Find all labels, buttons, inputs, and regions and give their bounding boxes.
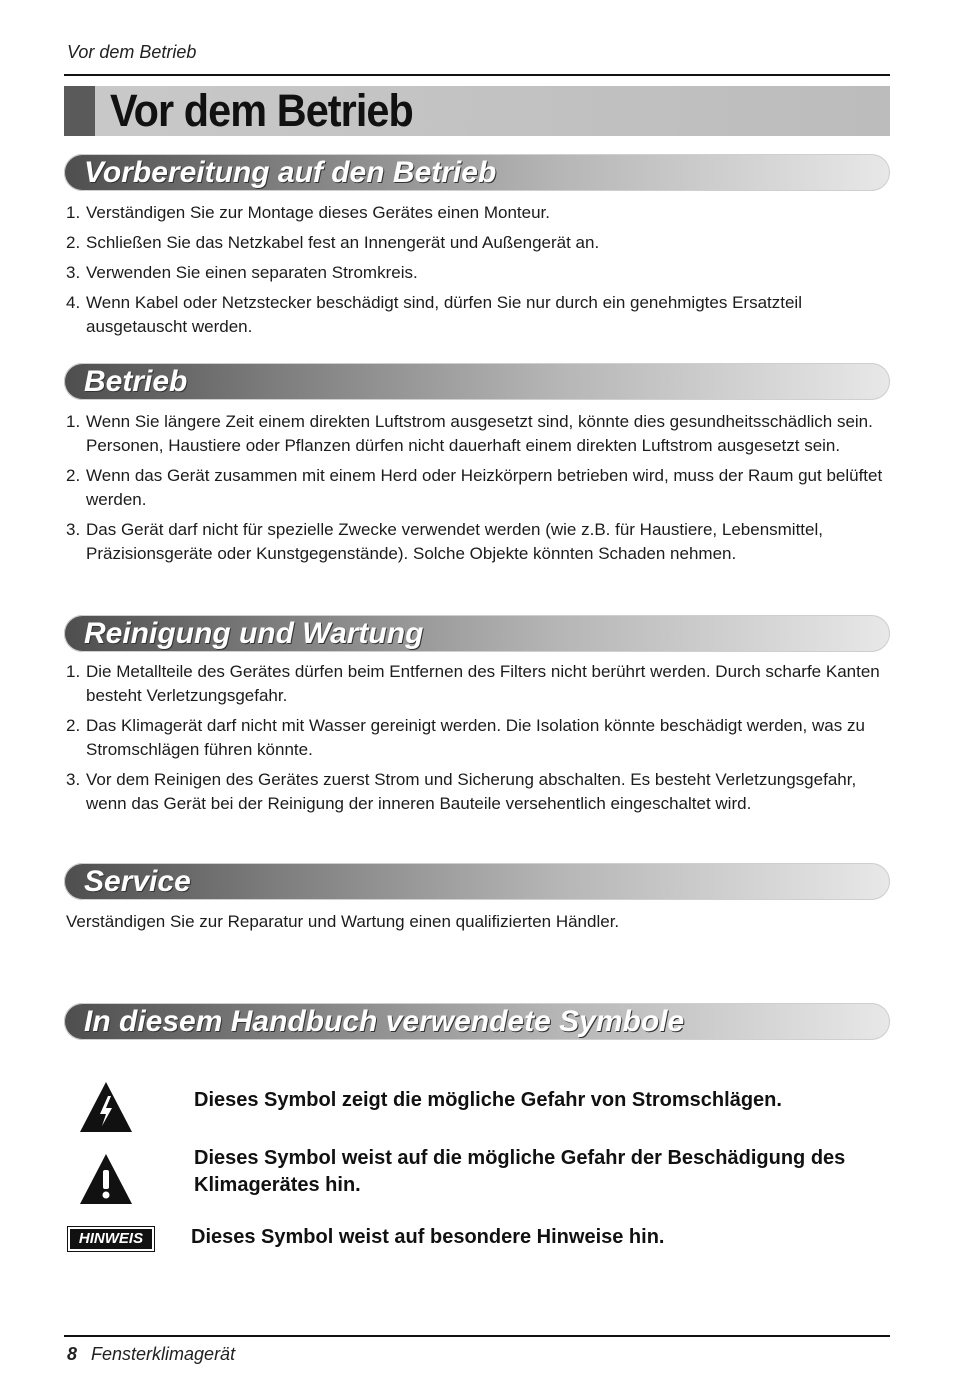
footer [67, 1344, 235, 1365]
list-item [66, 231, 890, 255]
list-item [66, 660, 890, 708]
list-reinigung [66, 660, 890, 822]
list-item-number: 4. [66, 293, 81, 312]
list-item-number: 2. [66, 233, 81, 252]
hinweis-text: Dieses Symbol weist auf besondere Hinweise hin. [191, 1226, 665, 1248]
section-heading-reinigung [64, 615, 890, 652]
list-item-number: 1. [66, 662, 81, 681]
list-item [66, 714, 890, 762]
list-vorbereitung [66, 201, 890, 345]
title-bar-accent [64, 86, 95, 136]
list-item-text: Wenn das Gerät zusammen mit einem Herd oder Heizkörpern betrieben wird, muss der Raum gut belüftet werden. [86, 466, 883, 509]
page-number: 8 [67, 1344, 78, 1364]
section-heading-label: Betrieb [84, 365, 188, 398]
list-item-number: 3. [66, 263, 81, 282]
section-heading-betrieb [64, 363, 890, 400]
warning-text: Dieses Symbol weist auf die mögliche Gefahr der Beschädigung des Klimagerätes hin. [194, 1147, 846, 1196]
list-item-number: 2. [66, 466, 81, 485]
list-item-number: 3. [66, 770, 81, 789]
list-item-text: Wenn Sie längere Zeit einem direkten Luftstrom ausgesetzt sind, könnte dies gesundheitsschädlich sein. Personen, Haustiere oder Pflanzen dürfen nicht dauerhaft einem direkten Luftstrom ausgesetzt sein. [86, 412, 873, 455]
list-item [66, 201, 890, 225]
list-item-text: Schließen Sie das Netzkabel fest an Innengerät und Außengerät an. [86, 233, 600, 252]
list-item [66, 291, 890, 339]
section-heading-symbole [64, 1003, 890, 1040]
list-item-text: Verständigen Sie zur Montage dieses Gerätes einen Monteur. [86, 203, 551, 222]
list-item-text: Vor dem Reinigen des Gerätes zuerst Strom und Sicherung abschalten. Es besteht Verletzungsgefahr, wenn das Gerät bei der Reinigung der inneren Bauteile versehentlich eingeschaltet wird. [86, 770, 857, 813]
list-item-text: Das Gerät darf nicht für spezielle Zwecke verwendet werden (wie z.B. für Haustiere, Lebensmittel, Präzisionsgeräte oder Kunstgegenstände). Solche Objekte könnten Schaden nehmen. [86, 520, 823, 563]
list-item-text: Das Klimagerät darf nicht mit Wasser gereinigt werden. Die Isolation könnte beschädigt werden, was zu Stromschlägen führen könnte. [86, 716, 865, 759]
section-heading-vorbereitung [64, 154, 890, 191]
electric-shock-text: Dieses Symbol zeigt die mögliche Gefahr von Stromschlägen. [194, 1089, 782, 1111]
section-heading-label: Reinigung und Wartung [84, 617, 424, 650]
list-item [66, 518, 890, 566]
list-item [66, 410, 890, 458]
list-item [66, 768, 890, 816]
running-head: Vor dem Betrieb [67, 42, 197, 62]
list-item-text: Verwenden Sie einen separaten Stromkreis. [86, 263, 418, 282]
list-item [66, 261, 890, 285]
hinweis-badge: HINWEIS [68, 1227, 154, 1251]
list-item-text: Die Metallteile des Gerätes dürfen beim Entfernen des Filters nicht berührt werden. Durch scharfe Kanten besteht Verletzungsgefahr. [86, 662, 880, 705]
list-item-number: 1. [66, 412, 81, 431]
page-title: Vor dem Betrieb [110, 85, 413, 136]
list-betrieb [66, 410, 890, 572]
section-heading-label: Vorbereitung auf den Betrieb [84, 156, 497, 189]
list-item-number: 3. [66, 520, 81, 539]
section-heading-label: Service [84, 865, 191, 898]
footer-label: Fensterklimagerät [91, 1344, 236, 1364]
section-heading-label: In diesem Handbuch verwendete Symbole [84, 1005, 685, 1038]
list-item [66, 464, 890, 512]
warning-icon [78, 1152, 134, 1206]
title-bar [64, 86, 890, 136]
service-text: Verständigen Sie zur Reparatur und Wartung einen qualifizierten Händler. [66, 912, 620, 931]
electric-shock-icon [78, 1080, 134, 1134]
footer-rule [64, 1335, 890, 1337]
list-item-number: 1. [66, 203, 81, 222]
list-item-text: Wenn Kabel oder Netzstecker beschädigt sind, dürfen Sie nur durch ein genehmigtes Ersatzteil ausgetauscht werden. [86, 293, 802, 336]
header-rule [64, 74, 890, 76]
section-heading-service [64, 863, 890, 900]
list-item-number: 2. [66, 716, 81, 735]
